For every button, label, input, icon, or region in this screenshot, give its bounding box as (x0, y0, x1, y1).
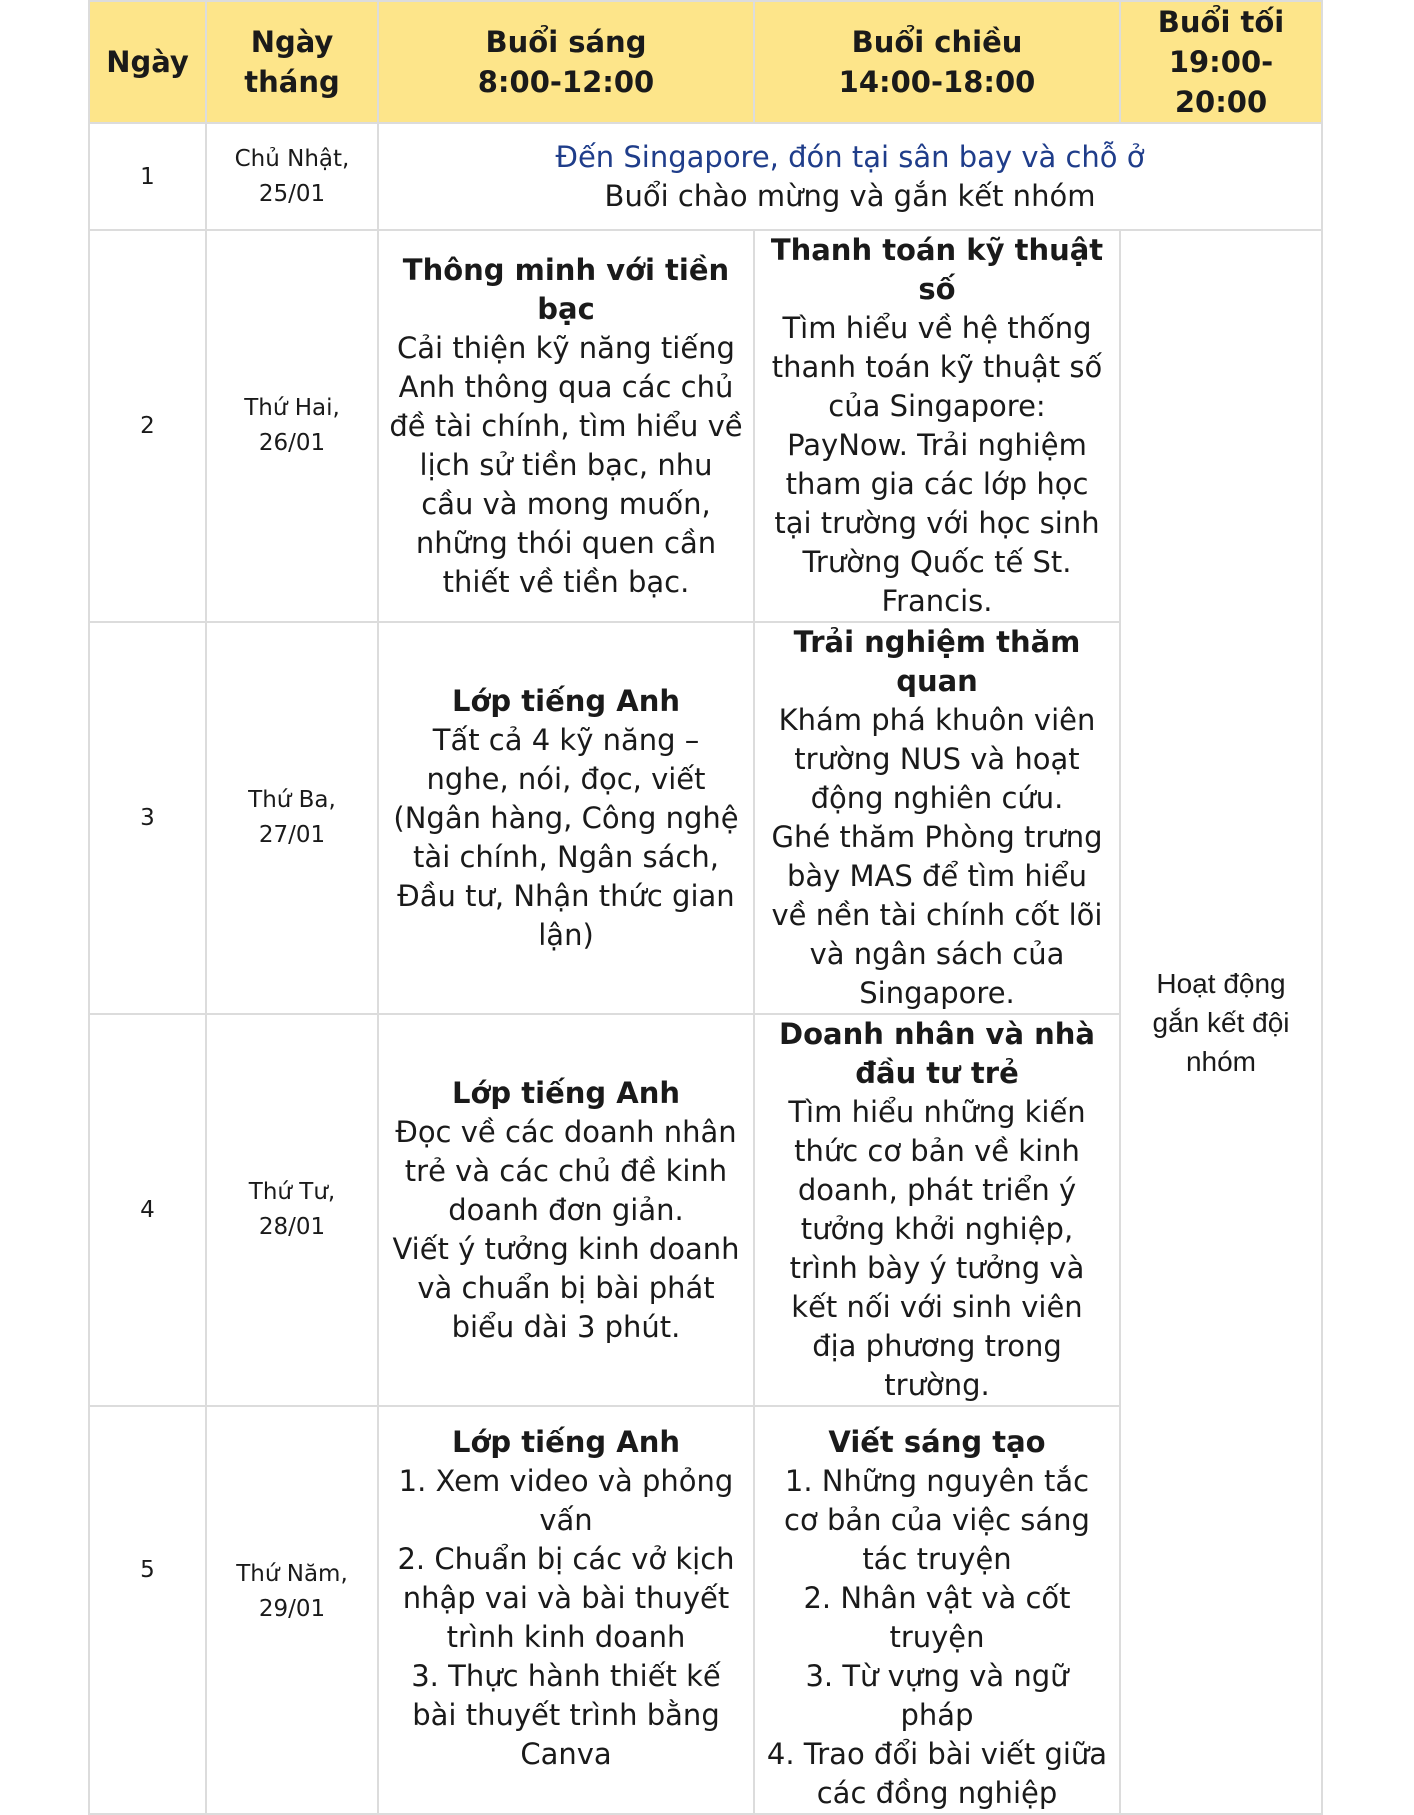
activity-title: Thông minh với tiền bạc (402, 252, 730, 326)
evening-activity: Hoạt động gắn kết đội nhóm (1120, 230, 1322, 1814)
activity-body: Khám phá khuôn viên trường NUS và hoạt động nghiên cứu. (778, 703, 1096, 815)
list-item: 4. Trao đổi bài viết giữa các đồng nghiệp (766, 1737, 1108, 1810)
header-evening: Buổi tối 19:00-20:00 (1120, 1, 1322, 123)
activity-title: Trải nghiệm thăm quan (793, 625, 1081, 698)
afternoon-activity (754, 230, 1120, 622)
activity-title: Lớp tiếng Anh (452, 1075, 680, 1110)
welcome-text: Buổi chào mừng và gắn kết nhóm (604, 178, 1096, 213)
header-afternoon: Buổi chiều 14:00-18:00 (754, 1, 1120, 123)
activity-title: Lớp tiếng Anh (452, 1425, 680, 1459)
list-item: 2. Chuẩn bị các vở kịch nhập vai và bài thuyết trình kinh doanh (397, 1542, 735, 1654)
date-cell: Thứ Hai, 26/01 (206, 230, 378, 622)
header-morning: Buổi sáng 8:00-12:00 (378, 1, 754, 123)
date-cell: Thứ Tư, 28/01 (206, 1014, 378, 1406)
date-cell: Thứ Năm, 29/01 (206, 1406, 378, 1814)
activity-title: Doanh nhân và nhà đầu tư trẻ (779, 1017, 1095, 1090)
morning-activity (378, 230, 754, 622)
activity-body: Tìm hiểu những kiến thức cơ bản về kinh doanh, phát triển ý tưởng khởi nghiệp, trình bày ý tưởng và kết nối với sinh viên địa phương trong trường. (788, 1095, 1086, 1402)
day-number: 1 (89, 123, 206, 230)
list-item: 3. Từ vựng và ngữ pháp (805, 1659, 1069, 1732)
arrival-text: Đến Singapore, đón tại sân bay và chỗ ở (555, 139, 1145, 174)
day-number: 2 (89, 230, 206, 622)
morning-activity (378, 1406, 754, 1814)
activity-body: Cải thiện kỹ năng tiếng Anh thông qua các chủ đề tài chính, tìm hiểu về lịch sử tiền bạc, nhu cầu và mong muốn, những thói quen cần thiết về tiền bạc. (389, 330, 743, 599)
date-cell: Thứ Ba, 27/01 (206, 622, 378, 1014)
afternoon-activity (754, 622, 1120, 1014)
table-row (89, 123, 1322, 230)
day-number: 4 (89, 1014, 206, 1406)
header-day: Ngày (89, 1, 206, 123)
date-cell: Chủ Nhật, 25/01 (206, 123, 378, 230)
activity-body: Tìm hiểu về hệ thống thanh toán kỹ thuật số của Singapore: PayNow. Trải nghiệm tham gia các lớp học tại trường với học sinh Trường Quốc tế St. Francis. (771, 311, 1103, 618)
table-row (89, 230, 1322, 622)
activity-body: Tất cả 4 kỹ năng – nghe, nói, đọc, viết (Ngân hàng, Công nghệ tài chính, Ngân sách, Đầu tư, Nhận thức gian lận) (393, 722, 739, 952)
day-number: 5 (89, 1406, 206, 1814)
afternoon-activity (754, 1014, 1120, 1406)
morning-activity (378, 622, 754, 1014)
list-item: 1. Những nguyên tắc cơ bản của việc sáng tác truyện (784, 1464, 1090, 1576)
day-number: 3 (89, 622, 206, 1014)
arrival-cell (378, 123, 1322, 230)
schedule-table (88, 0, 1323, 1815)
activity-body: Viết ý tưởng kinh doanh và chuẩn bị bài phát biểu dài 3 phút. (392, 1231, 740, 1344)
list-item: 1. Xem video và phỏng vấn (398, 1464, 734, 1537)
activity-title: Thanh toán kỹ thuật số (770, 233, 1104, 306)
header-date: Ngày tháng (206, 1, 378, 123)
activity-body: Đọc về các doanh nhân trẻ và các chủ đề kinh doanh đơn giản. (395, 1114, 737, 1227)
morning-activity (378, 1014, 754, 1406)
activity-body: Ghé thăm Phòng trưng bày MAS để tìm hiểu về nền tài chính cốt lõi và ngân sách của Singapore. (771, 820, 1103, 1010)
header-row (89, 1, 1322, 123)
list-item: 2. Nhân vật và cốt truyện (803, 1581, 1071, 1654)
activity-title: Viết sáng tạo (828, 1425, 1046, 1459)
list-item: 3. Thực hành thiết kế bài thuyết trình bằng Canva (411, 1659, 721, 1771)
afternoon-activity (754, 1406, 1120, 1814)
activity-title: Lớp tiếng Anh (452, 683, 680, 718)
